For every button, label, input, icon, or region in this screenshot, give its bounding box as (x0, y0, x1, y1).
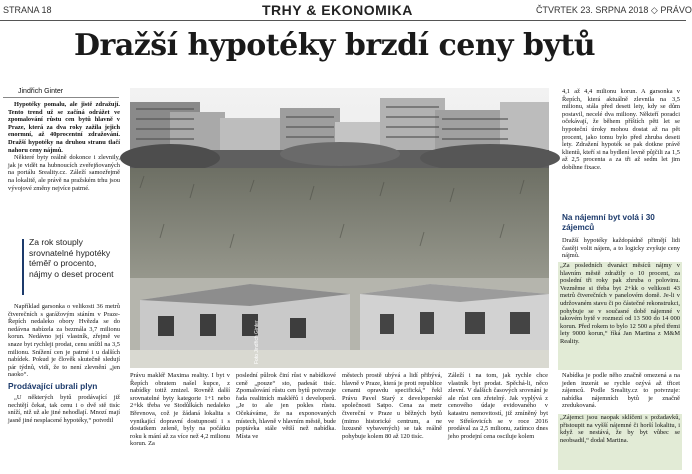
right-column-body: Dražší hypotéky každopádně přimějí lidi častěji volit nájem, a to logicky zvyšuje ceny nájmů. (562, 237, 680, 260)
page-number: STRANA 18 (3, 5, 52, 15)
right-column-body-2: Nabídka je podle něho značně omezená a na jeden inzerát se rychle ozývá až třicet zájemců. Podle Sreality.cz to potvrzuje: nabídka nájemních bytů je značně zredukovaná. (562, 372, 680, 410)
byline-rule (3, 97, 119, 98)
housing-estate-photo (130, 88, 549, 368)
date-line (536, 5, 692, 16)
pull-quote (8, 237, 120, 299)
article-photo (130, 88, 549, 368)
subheading-sellers: Prodávající ubrali plyn (8, 381, 98, 391)
byline: Jindřich Ginter (18, 88, 64, 95)
body-paragraph: Například garsonka o velikosti 36 metrů čtverečních s garážovým stáním v Praze-Řepích nedaleko obory Hvězda se do nedávna nabízela za bezmála 3,7 milionu korun. Nedávno její vlastník, zřejmě ve snaze byt rychleji prodat, cenu snížil na 3,5 milionu. Snížení cen je patrné i u dalších nabídek. Pokud je člověk skutečně sledují pár týdnů, vidí, že to není zlevnění „jen naoko“. (8, 303, 120, 379)
body-paragraph: Některé byty reálně dokonce i zlevnily, jak je vidět na hubnoucích zveřejňovaných na portálu Sreality.cz. Záleží samozřejmě na lokalitě, ale právě na pražském trhu jsou vývojové změny nejvíce patrné. (8, 154, 120, 192)
body-column-1b (8, 394, 120, 472)
body-paragraph: „U některých bytů prodávající již nechtějí čekat, tak cenu i o dvě stě tisíc sníží, niž už ale jiné nehodlají. Mnozí mají jasně jiné nesplacené hypotéky,“ potvrdil (8, 394, 120, 424)
header-rule (0, 20, 686, 21)
highlighted-quote-2: „Zájemci jsou naopak sklíčeni s požadavků, přistoupit na vyšší nájemné či horší lokalitu, i když se nestává, že by byt vůbec se neobsadil,“ dodal Martina. (558, 414, 682, 470)
right-column-top: 4,1 až 4,4 milionu korun. A garsonka v Řepích, která aktuálně zlevnila na 3,5 milionu, stála před deseti lety, kdy se dům postavil, necelé dva miliony. Někteří poradci očekávají, že během příštích pěti let se hypoteční úroky mohou dostat až na pět procent, jako tomu bylo před zhruba deseti lety. Zdražení hypoték se pak dotkne právě klientů, kteří si na bydlení levně půjčili za 1,5 až 2,5 procenta a za tři až sedm let jim dobíhne fixace. (562, 88, 680, 171)
lead-text: Hypotéky pomalu, ale jistě zdražují. Tento trend už se začíná odrážet ve zpomalování růstu cen bytů hlavně v Praze, která za dva roky zažila jejich enormní, až 40procentní zdražování. Dražší hypotéky na druhou stranu tlačí nahoru ceny nájmů. (8, 101, 120, 154)
lead-paragraph (8, 101, 120, 237)
body-column-1 (8, 303, 120, 379)
subheading-rentals: Na nájemní byt volá i 30 zájemců (562, 213, 655, 232)
headline: Dražší hypotéky brzdí ceny bytů (74, 28, 596, 63)
body-column-2: Právu makléř Maxima reality. I byt v Řepích obratem našel kupce, z nabídky totiž zmizel. Rovněž další srovnatelné byty kategorie 1+1 nebo 2+kk třeba ve Stodůlkách nedaleko Břevnova, což je žádaná lokalita s vynikající dopravní dostupností i s dostatkem zeleně, byly na počátku roku k mání až za více než 4,2 milionu korun. Za (130, 372, 230, 448)
pull-quote-bar (22, 239, 24, 295)
separator-diamond: ◇ (650, 5, 658, 15)
highlighted-quote: „Za posledních dvanáct měsíců nájmy v hlavním městě zdražily o 10 procent, za poslední tři roky pak zhruba o polovinu. Vezměme si třeba byt 2+kk o velikosti 43 metrů čtverečních v panelovém domě. Je-li v udržovaném stavu či po částečné rekonstrukci, pohybuje se v současné době nájemné v takovém bytě v rozmezí od 13 500 do 14 000 korun. Před rokem to bylo 12 500 a před třemi lety 9000 korun,“ říká Jan Martina z M&M Reality. (558, 262, 682, 370)
section-rubric: TRHY & EKONOMIKA (262, 2, 413, 18)
body-column-4: městech prostě ubývá a lidí přibývá, hlavně v Praze, která je proti republice cenami opravdu specifická,“ řekl Právu Pavel Starý z developerské společnosti Satpo. Cena za metr čtvereční v Praze u běžných bytů (mimo historické centrum, a ne luxusně vybavených) se tak reálně pohybuje kolem 80 až 120 tisíc. (342, 372, 442, 440)
paper-name: PRÁVO (660, 5, 692, 15)
pull-quote-text: Za rok stouply srovnatelné hypotéky téměř o procento, nájmy o deset procent (29, 237, 114, 279)
body-column-5: Záleží i na tom, jak rychle chce vlastník byt prodat. Spěchá-li, něco zlevní. V dalších časových srovnání je ale růst cen zřetelný. Jak vyplývá z cenového údaje evidovaného v katastru nemovitostí, již zmíněný byt ve Střešovicích se v roce 2016 prodával za 2,5 milionu, zatímco dnes jeho prodejní cena osciluje kolem (448, 372, 548, 440)
photo-credit: Foto Jindřich Ginter (254, 320, 260, 364)
issue-date: ČTVRTEK 23. SRPNA 2018 (536, 5, 649, 15)
body-column-3: poslední půlrok činí růst v nabídkové ceně „pouze“ sto, padesát tisíc. Zpomalování růstu cen bytů potvrzuje řada realitních makléřů i developerů. „Je to ale jen pokles růstu. Očekáváme, že na exponovaných místech, hlavně v hlavním městě, bude poptávka stále větší než nabídka. Místa ve (236, 372, 336, 440)
